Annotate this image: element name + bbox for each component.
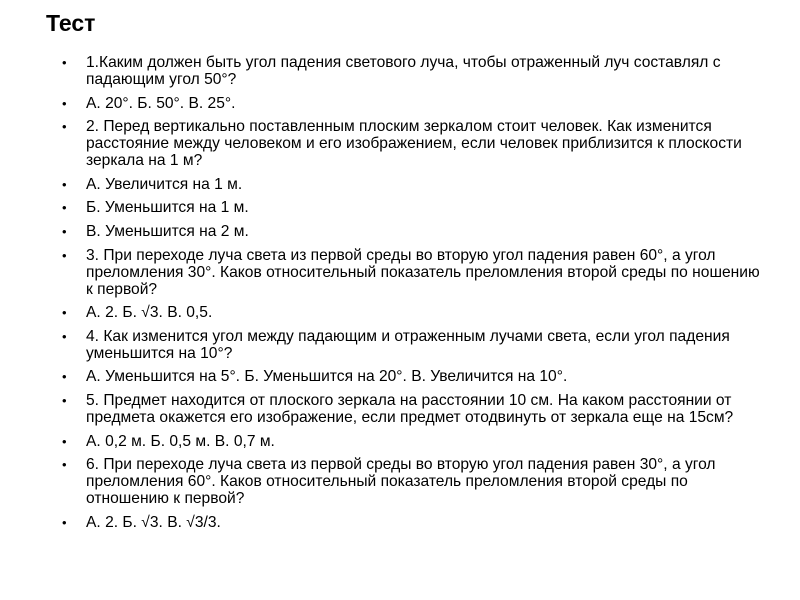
bullet-icon: •	[62, 55, 67, 70]
bullet-icon: •	[62, 200, 67, 216]
bullet-item-12	[62, 433, 762, 450]
bullet-item-4	[62, 176, 762, 193]
question-3-text: 3. При переходе луча света из первой среды во вторую угол падения равен 60°, а угол преломления 30°. Каков относительный показатель преломления второй среды по ношению к первой?	[86, 246, 760, 298]
bullet-icon: •	[62, 369, 67, 385]
question-2-answer-a: А. Увеличится на 1 м.	[86, 175, 243, 193]
question-2-answer-b: Б. Уменьшится на 1 м.	[86, 199, 249, 217]
question-5-answers: А. 0,2 м. Б. 0,5 м. В. 0,7 м.	[86, 432, 275, 450]
bullet-icon: •	[62, 95, 67, 111]
slide-title: Тест	[46, 10, 96, 36]
question-6-answers: А. 2. Б. √3. В. √3/3.	[86, 513, 221, 531]
bullet-item-9	[62, 328, 762, 362]
bullet-item-8	[62, 304, 762, 321]
bullet-icon: •	[62, 305, 67, 321]
bullet-item-14	[62, 514, 762, 531]
question-2-text: 2. Перед вертикально поставленным плоским зеркалом стоит человек. Как изменится расстояние между человеком и его изображением, если человек приблизится к плоскости зеркала на 1 м?	[86, 118, 742, 170]
bullet-icon: •	[62, 328, 67, 344]
bullet-item-5	[62, 199, 762, 216]
question-5-text: 5. Предмет находится от плоского зеркала на расстоянии 10 см. На каком расстоянии от предмета окажется его изображение, если предмет отодвинуть от зеркала еще на 15см?	[86, 391, 734, 426]
question-1-text: 1.Каким должен быть угол падения светового луча, чтобы отраженный луч составлял с падающим угол 50°?	[86, 54, 721, 88]
question-3-answers: А. 2. Б. √3. В. 0,5.	[86, 304, 213, 322]
bullet-list	[62, 54, 762, 537]
bullet-icon: •	[62, 119, 67, 135]
bullet-icon: •	[62, 514, 67, 530]
bullet-icon: •	[62, 247, 67, 263]
bullet-item-3	[62, 118, 762, 169]
bullet-item-6	[62, 223, 762, 240]
question-4-text: 4. Как изменится угол между падающим и отраженным лучами света, если угол падения уменьшится на 10°?	[86, 327, 730, 362]
bullet-icon: •	[62, 223, 67, 239]
bullet-item-11	[62, 392, 762, 426]
question-4-answers: А. Уменьшится на 5°. Б. Уменьшится на 20°. В. Увеличится на 10°.	[86, 368, 568, 386]
bullet-item-2	[62, 95, 762, 112]
bullet-icon: •	[62, 392, 67, 408]
bullet-item-1	[62, 54, 762, 88]
bullet-icon: •	[62, 433, 67, 449]
bullet-item-10	[62, 368, 762, 385]
question-2-answer-c: В. Уменьшится на 2 м.	[86, 222, 249, 240]
bullet-item-7	[62, 247, 762, 298]
question-1-answers: А. 20°. Б. 50°. В. 25°.	[86, 94, 236, 112]
bullet-icon: •	[62, 457, 67, 473]
question-6-text: 6. При переходе луча света из первой среды во вторую угол падения равен 30°, а угол преломления 60°. Каков относительный показатель преломления второй среды по отношению к первой?	[86, 456, 716, 508]
bullet-icon: •	[62, 176, 67, 192]
bullet-item-13	[62, 456, 762, 507]
